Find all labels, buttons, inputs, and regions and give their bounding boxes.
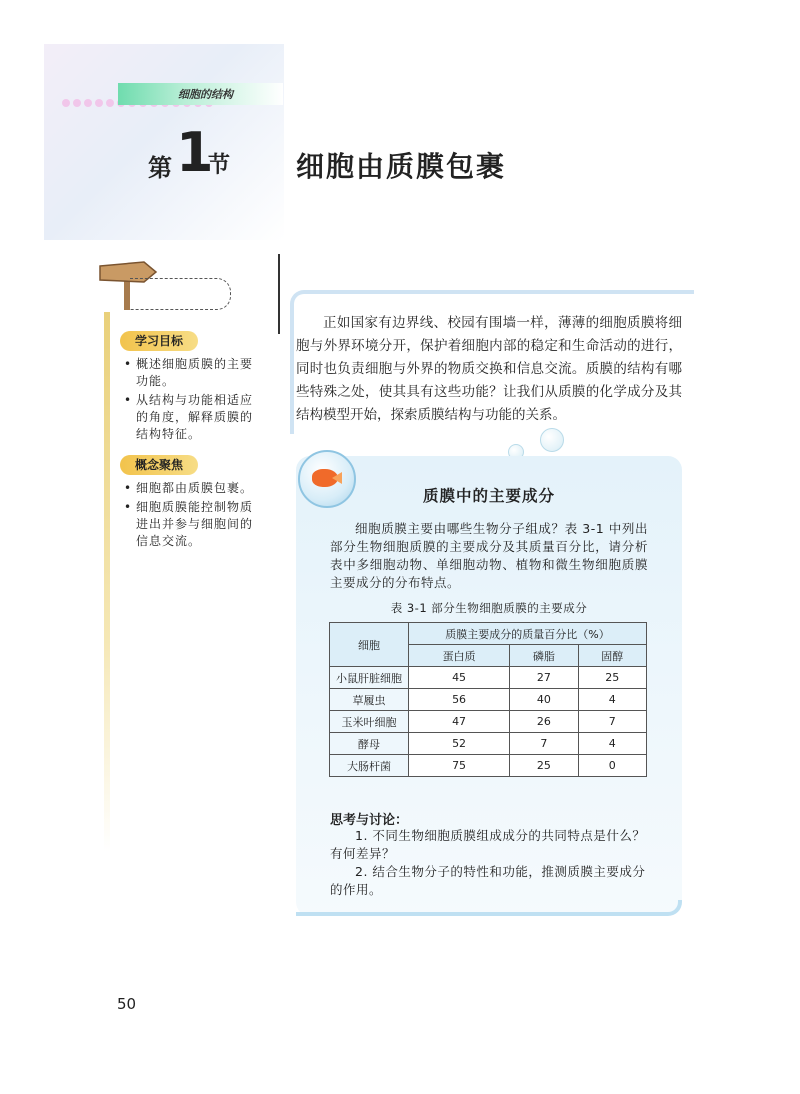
- activity-title: 质膜中的主要成分: [422, 487, 555, 505]
- intro-paragraph: 正如国家有边界线、校园有围墙一样，薄薄的细胞质膜将细胞与外界环境分开，保护着细胞内部的稳定和生命活动的进行，同时也负责细胞与外界的物质交换和信息交流。质膜的结构有哪些特殊之处，使其具有这些功能？让我们从质膜的化学成分及其结构模型开始，探索质膜结构与功能的关系。: [296, 315, 682, 423]
- table-caption: 表 3-1 部分生物细胞质膜的主要成分: [390, 601, 588, 615]
- goals-label: 学习目标: [120, 331, 198, 351]
- cell-value: 26: [510, 711, 578, 733]
- activity-box-edge: [296, 900, 682, 916]
- cell-value: 25: [578, 667, 646, 689]
- group-header: 质膜主要成分的质量百分比（%）: [409, 623, 647, 645]
- composition-table: [329, 622, 647, 777]
- row-header: 细胞: [330, 623, 409, 667]
- cell-name: 玉米叶细胞: [330, 711, 409, 733]
- list-item: • 细胞质膜能控制物质进出并参与细胞间的信息交流。: [124, 499, 254, 550]
- list-item: • 细胞都由质膜包裹。: [124, 480, 254, 497]
- section-prefix: 第: [148, 154, 172, 182]
- section-number: 1: [176, 121, 214, 184]
- discussion-title: 思考与讨论：: [330, 813, 409, 828]
- cell-value: 4: [578, 733, 646, 755]
- cell-value: 47: [409, 711, 510, 733]
- column-header: 磷脂: [510, 645, 578, 667]
- goals-list: [124, 356, 254, 445]
- list-item: • 从结构与功能相适应的角度，解释质膜的结构特征。: [124, 392, 254, 443]
- concepts-list: [124, 480, 254, 552]
- cell-value: 27: [510, 667, 578, 689]
- discussion-question: 2. 结合生物分子的特性和功能，推测质膜主要成分的作用。: [330, 864, 646, 897]
- cell-name: 酵母: [330, 733, 409, 755]
- table-row: [330, 733, 647, 755]
- column-header: 蛋白质: [409, 645, 510, 667]
- cell-value: 7: [578, 711, 646, 733]
- cell-value: 25: [510, 755, 578, 777]
- bubble-decoration: [540, 428, 564, 452]
- sidebar-bar: [104, 312, 110, 852]
- column-header: 固醇: [578, 645, 646, 667]
- cell-value: 40: [510, 689, 578, 711]
- cell-name: 大肠杆菌: [330, 755, 409, 777]
- cell-value: 0: [578, 755, 646, 777]
- chapter-tab: [118, 83, 283, 105]
- cell-value: 45: [409, 667, 510, 689]
- cell-name: 草履虫: [330, 689, 409, 711]
- page-title: 细胞由质膜包裹: [296, 150, 507, 183]
- cell-name: 小鼠肝脏细胞: [330, 667, 409, 689]
- cell-value: 75: [409, 755, 510, 777]
- signpost-dashed-frame: [130, 278, 231, 310]
- cell-value: 52: [409, 733, 510, 755]
- table-row: [330, 711, 647, 733]
- discussion-questions: [330, 827, 648, 899]
- chapter-label: 细胞的结构: [178, 88, 233, 101]
- table-row: [330, 755, 647, 777]
- concepts-label: 概念聚焦: [120, 455, 198, 475]
- section-suffix: 节: [208, 153, 231, 178]
- cell-value: 56: [409, 689, 510, 711]
- cell-value: 7: [510, 733, 578, 755]
- page-number: 50: [117, 995, 137, 1013]
- activity-text: 细胞质膜主要由哪些生物分子组成？表 3-1 中列出部分生物细胞质膜的主要成分及其质量百分比，请分析表中多细胞动物、单细胞动物、植物和微生物细胞质膜主要成分的分布特点。: [330, 521, 648, 590]
- cell-value: 4: [578, 689, 646, 711]
- column-divider: [278, 254, 280, 334]
- discussion-question: 1. 不同生物细胞质膜组成成分的共同特点是什么？有何差异？: [330, 828, 646, 861]
- header-background: [44, 44, 284, 240]
- table-row: [330, 689, 647, 711]
- table-row: [330, 667, 647, 689]
- list-item: • 概述细胞质膜的主要功能。: [124, 356, 254, 390]
